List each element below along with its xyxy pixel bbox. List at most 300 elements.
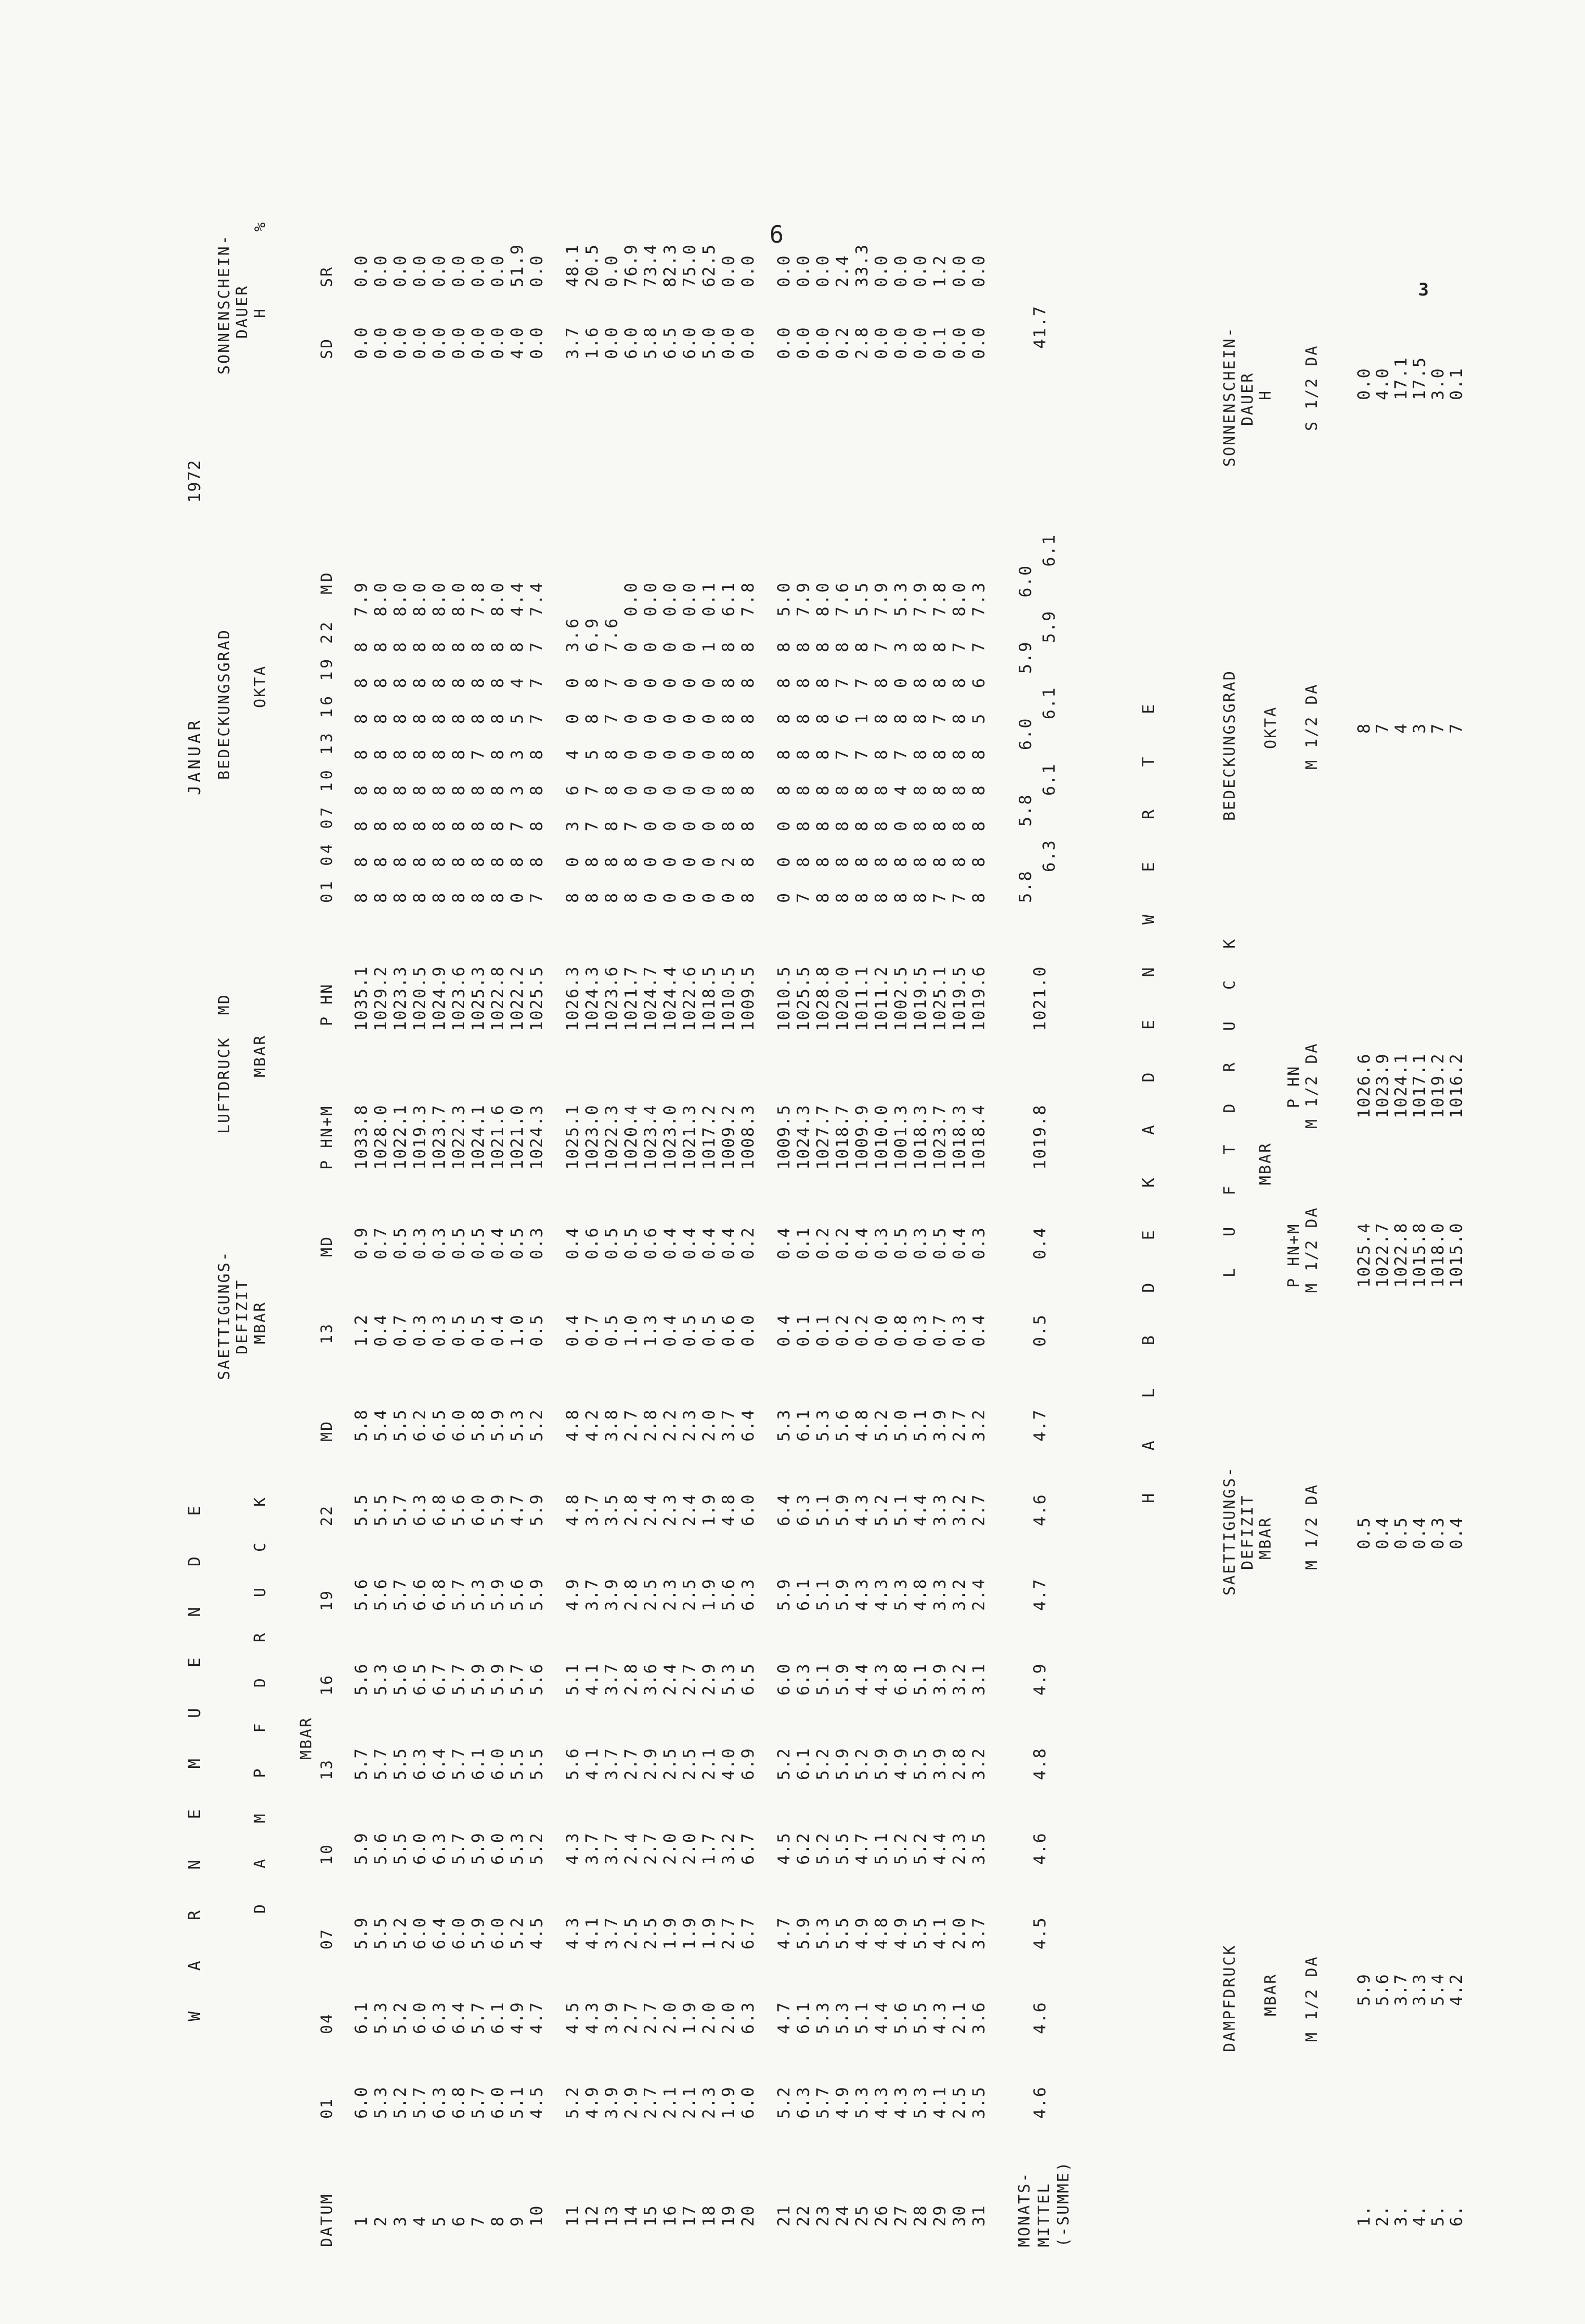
halb-row-cloud: 7 — [1373, 722, 1392, 734]
halb-row-defizit: 0.3 — [1428, 1516, 1448, 1549]
row-pressure-hnm: 1009.9 — [852, 1104, 871, 1170]
row-vapour: 2.0 — [949, 1917, 969, 1949]
row-vapour: 5.9 — [871, 1747, 891, 1780]
row-defizit-13: 1.2 — [351, 1314, 371, 1347]
row-pressure-hnm: 1023.0 — [660, 1104, 680, 1170]
row-vapour: 6.0 — [774, 1663, 794, 1696]
row-vapour: 6.3 — [410, 1747, 429, 1780]
row-sun-sd: 1.6 — [582, 326, 602, 359]
row-datum: 27 — [891, 2204, 910, 2227]
row-defizit-13: 0.3 — [949, 1314, 969, 1347]
row-cloud: 0 0 0 8 8 8 8 8 5.0 — [774, 580, 794, 903]
row-sun-sd: 0.1 — [930, 326, 949, 359]
row-vapour: 5.3 — [371, 2001, 390, 2034]
row-cloud: 0 8 7 3 3 5 4 8 4.4 — [507, 580, 527, 903]
header-sonnenschein-unit: H % — [251, 221, 269, 318]
row-defizit-13: 0.7 — [390, 1314, 410, 1347]
row-defizit-13: 0.0 — [738, 1314, 758, 1347]
row-vapour: 2.8 — [641, 1409, 660, 1442]
row-sun-sd: 0.0 — [468, 326, 488, 359]
colhead-vp-16: 16 — [318, 1673, 336, 1696]
row-vapour: 5.5 — [910, 1917, 930, 1949]
row-vapour: 4.4 — [871, 2001, 891, 2034]
row-vapour: 3.7 — [602, 1747, 621, 1780]
halb-row-pressure-hnm: 1015.0 — [1447, 1222, 1466, 1288]
halb-row-defizit: 0.5 — [1354, 1516, 1374, 1549]
halb-row-pressure-hn: 1016.2 — [1447, 1053, 1466, 1118]
row-vapour: 3.9 — [602, 1578, 621, 1611]
row-vapour: 6.1 — [794, 1578, 813, 1611]
row-vapour: 4.3 — [891, 2086, 910, 2119]
row-vapour: 6.3 — [429, 2001, 449, 2034]
row-vapour: 5.7 — [449, 1832, 468, 1865]
row-vapour: 2.5 — [949, 2086, 969, 2119]
header-sonnenschein: SONNENSCHEIN- — [215, 234, 233, 375]
row-vapour: 2.0 — [699, 1409, 719, 1442]
mittel-label-1: MONATS- — [1016, 2171, 1034, 2247]
header-saettigung: SAETTIGUNGS- — [215, 1250, 233, 1380]
row-vapour: 6.3 — [794, 1493, 813, 1526]
row-vapour: 5.5 — [833, 1832, 852, 1865]
row-defizit-13: 0.2 — [852, 1314, 871, 1347]
row-sun-sd: 4.0 — [507, 326, 527, 359]
row-datum: 24 — [833, 2204, 852, 2227]
halb-row-num: 6. — [1447, 2204, 1466, 2227]
row-sun-sd: 0.0 — [351, 326, 371, 359]
colhead-p-hnm: P HN+M — [318, 1105, 336, 1170]
halb-row-cloud: 8 — [1354, 722, 1374, 734]
row-defizit-md: 0.9 — [351, 1227, 371, 1259]
row-pressure-hnm: 1018.7 — [833, 1104, 852, 1170]
row-cloud: 8 8 0 4 7 8 0 3 5.3 — [891, 580, 910, 903]
colhead-sr: SR — [318, 265, 336, 287]
colhead-sd: SD — [318, 337, 336, 359]
row-cloud: 8 8 8 8 8 8 8 8 8.0 — [813, 580, 833, 903]
row-vapour: 5.3 — [813, 2001, 833, 2034]
row-vapour: 3.7 — [582, 1832, 602, 1865]
row-datum: 31 — [969, 2204, 988, 2227]
row-vapour: 5.7 — [449, 1663, 468, 1696]
row-sun-sd: 0.0 — [949, 326, 969, 359]
row-cloud: 8 8 8 8 8 7 7 7.6 — [602, 616, 621, 903]
row-vapour: 5.9 — [488, 1493, 507, 1526]
halb-row-pressure-hn: 1026.6 — [1354, 1053, 1374, 1118]
row-pressure-hnm: 1027.7 — [813, 1104, 833, 1170]
halb-row-vapour: 3.3 — [1410, 1973, 1429, 2006]
row-sun-sr: 0.0 — [969, 254, 988, 287]
row-pressure-hnm: 1018.3 — [910, 1104, 930, 1170]
row-defizit-md: 0.5 — [390, 1227, 410, 1259]
row-vapour: 6.1 — [488, 2001, 507, 2034]
row-vapour: 4.5 — [774, 1832, 794, 1865]
row-vapour: 5.9 — [774, 1578, 794, 1611]
row-vapour: 4.7 — [527, 2001, 546, 2034]
row-vapour: 3.7 — [582, 1493, 602, 1526]
row-defizit-13: 0.5 — [699, 1314, 719, 1347]
row-vapour: 4.0 — [719, 1747, 738, 1780]
row-vapour: 5.2 — [527, 1832, 546, 1865]
row-vapour: 2.4 — [641, 1493, 660, 1526]
row-vapour: 5.5 — [527, 1747, 546, 1780]
row-datum: 10 — [527, 2204, 546, 2227]
row-vapour: 5.9 — [833, 1578, 852, 1611]
row-pressure-hn: 1002.5 — [891, 966, 910, 1031]
row-vapour: 2.4 — [969, 1578, 988, 1611]
row-vapour: 4.7 — [774, 1917, 794, 1949]
row-cloud: 8 8 8 8 8 8 8 8 8.0 — [449, 580, 468, 903]
row-pressure-hn: 1022.8 — [488, 966, 507, 1031]
row-vapour: 3.3 — [930, 1493, 949, 1526]
row-vapour: 5.3 — [507, 1409, 527, 1442]
corner-mark: 3 — [1418, 280, 1429, 300]
row-pressure-hn: 1028.8 — [813, 966, 833, 1031]
halb-row-pressure-hn: 1017.1 — [1410, 1053, 1429, 1118]
row-sun-sr: 0.0 — [949, 254, 969, 287]
row-vapour: 2.9 — [621, 2086, 641, 2119]
row-pressure-hn: 1009.5 — [738, 966, 758, 1031]
row-vapour: 5.6 — [507, 1578, 527, 1611]
row-vapour: 5.3 — [719, 1663, 738, 1696]
row-vapour: 2.7 — [621, 2001, 641, 2034]
row-vapour: 2.5 — [680, 1747, 699, 1780]
row-vapour: 6.0 — [449, 1917, 468, 1949]
row-defizit-13: 1.0 — [621, 1314, 641, 1347]
row-pressure-hn: 1018.5 — [699, 966, 719, 1031]
halb-row-num: 4. — [1410, 2204, 1429, 2227]
row-vapour: 2.7 — [969, 1493, 988, 1526]
row-vapour: 5.9 — [351, 1917, 371, 1949]
row-pressure-hnm: 1009.5 — [774, 1104, 794, 1170]
halb-sun-sub: S 1/2 DA — [1303, 344, 1321, 431]
row-defizit-13: 0.4 — [660, 1314, 680, 1347]
row-vapour: 6.8 — [429, 1578, 449, 1611]
row-pressure-hnm: 1023.7 — [429, 1104, 449, 1170]
row-datum: 12 — [582, 2204, 602, 2227]
halb-row-sun: 0.1 — [1447, 367, 1466, 400]
row-vapour: 2.3 — [680, 1409, 699, 1442]
row-vapour: 4.3 — [852, 1493, 871, 1526]
row-vapour: 5.5 — [507, 1747, 527, 1780]
row-vapour: 5.6 — [351, 1663, 371, 1696]
halb-row-pressure-hnm: 1022.8 — [1391, 1222, 1411, 1288]
row-pressure-hnm: 1021.0 — [507, 1104, 527, 1170]
row-vapour: 5.5 — [390, 1747, 410, 1780]
row-vapour: 3.7 — [602, 1832, 621, 1865]
halb-sun-1: SONNENSCHEIN- — [1221, 326, 1239, 467]
row-vapour: 5.2 — [507, 1917, 527, 1949]
row-vapour: 5.5 — [371, 1493, 390, 1526]
row-vapour: 2.0 — [699, 2001, 719, 2034]
row-vapour: 2.1 — [699, 1747, 719, 1780]
mittel-pressure-hn: 1021.0 — [1030, 966, 1049, 1031]
row-vapour: 5.6 — [563, 1747, 582, 1780]
row-vapour: 5.6 — [371, 1578, 390, 1611]
row-pressure-hnm: 1022.3 — [449, 1104, 468, 1170]
row-sun-sd: 5.8 — [641, 326, 660, 359]
row-defizit-13: 0.6 — [719, 1314, 738, 1347]
row-defizit-13: 0.5 — [680, 1314, 699, 1347]
row-vapour: 6.7 — [738, 1832, 758, 1865]
row-pressure-hn: 1023.3 — [390, 966, 410, 1031]
row-vapour: 4.1 — [930, 2086, 949, 2119]
row-vapour: 3.1 — [969, 1663, 988, 1696]
row-cloud: 8 8 8 8 8 8 8 8 7.9 — [910, 580, 930, 903]
row-vapour: 6.6 — [410, 1578, 429, 1611]
row-vapour: 5.7 — [390, 1578, 410, 1611]
row-vapour: 3.7 — [602, 1663, 621, 1696]
row-vapour: 5.3 — [371, 2086, 390, 2119]
row-vapour: 5.2 — [774, 1747, 794, 1780]
row-vapour: 2.1 — [660, 2086, 680, 2119]
row-vapour: 4.7 — [774, 2001, 794, 2034]
row-sun-sd: 0.2 — [833, 326, 852, 359]
colhead-vp-04: 04 — [318, 2012, 336, 2034]
row-vapour: 2.8 — [949, 1747, 969, 1780]
row-vapour: 6.7 — [429, 1663, 449, 1696]
row-sun-sr: 0.0 — [527, 254, 546, 287]
header-bedeckung-unit: OKTA — [251, 664, 269, 708]
row-sun-sr: 0.0 — [351, 254, 371, 287]
row-vapour: 5.9 — [527, 1578, 546, 1611]
row-sun-sr: 0.0 — [371, 254, 390, 287]
row-sun-sr: 0.0 — [813, 254, 833, 287]
row-pressure-hnm: 1021.6 — [488, 1104, 507, 1170]
row-cloud: 8 8 8 8 8 8 8 8 8.0 — [390, 580, 410, 903]
row-datum: 15 — [641, 2204, 660, 2227]
row-vapour: 2.9 — [699, 1663, 719, 1696]
row-vapour: 5.7 — [813, 2086, 833, 2119]
row-defizit-13: 0.5 — [449, 1314, 468, 1347]
row-vapour: 5.7 — [390, 1493, 410, 1526]
header-bedeckung: BEDECKUNGSGRAD — [215, 628, 233, 780]
row-vapour: 3.2 — [719, 1832, 738, 1865]
row-vapour: 5.1 — [871, 1832, 891, 1865]
row-pressure-hnm: 1017.2 — [699, 1104, 719, 1170]
row-vapour: 5.9 — [468, 1832, 488, 1865]
halb-row-pressure-hnm: 1015.8 — [1410, 1222, 1429, 1288]
mittel-pressure-hnm: 1019.8 — [1030, 1104, 1049, 1170]
row-vapour: 4.9 — [563, 1578, 582, 1611]
row-cloud: 8 8 8 8 8 5 6 7 7.3 — [969, 580, 988, 903]
row-defizit-md: 0.2 — [813, 1227, 833, 1259]
halb-row-defizit: 0.4 — [1447, 1516, 1466, 1549]
row-datum: 29 — [930, 2204, 949, 2227]
row-cloud: 8 8 8 8 8 8 8 8 8.0 — [410, 580, 429, 903]
row-vapour: 4.8 — [871, 1917, 891, 1949]
row-sun-sr: 82.3 — [660, 243, 680, 287]
row-defizit-md: 0.5 — [468, 1227, 488, 1259]
row-cloud: 7 8 8 8 8 7 8 8 7.8 — [930, 580, 949, 903]
halb-row-cloud: 7 — [1428, 722, 1448, 734]
row-vapour: 2.3 — [660, 1578, 680, 1611]
row-defizit-13: 0.8 — [891, 1314, 910, 1347]
row-cloud: 8 8 7 7 5 8 8 6.9 — [582, 616, 602, 903]
mittel-vapour: 4.5 — [1030, 1917, 1049, 1949]
row-defizit-md: 0.3 — [410, 1227, 429, 1259]
row-vapour: 5.2 — [563, 2086, 582, 2119]
colhead-p-hn: P HN — [318, 982, 336, 1026]
row-vapour: 5.1 — [910, 1663, 930, 1696]
row-vapour: 5.3 — [371, 1663, 390, 1696]
mittel-defizit-md: 0.4 — [1030, 1227, 1049, 1259]
row-vapour: 4.4 — [910, 1493, 930, 1526]
row-defizit-md: 0.6 — [582, 1227, 602, 1259]
row-sun-sd: 0.0 — [794, 326, 813, 359]
row-defizit-md: 0.5 — [602, 1227, 621, 1259]
row-vapour: 5.9 — [833, 1747, 852, 1780]
row-vapour: 5.2 — [527, 1409, 546, 1442]
row-vapour: 2.7 — [641, 2086, 660, 2119]
row-vapour: 6.3 — [410, 1493, 429, 1526]
row-datum: 16 — [660, 2204, 680, 2227]
row-datum: 28 — [910, 2204, 930, 2227]
row-vapour: 3.9 — [602, 2086, 621, 2119]
row-pressure-hnm: 1010.0 — [871, 1104, 891, 1170]
row-pressure-hn: 1024.9 — [429, 966, 449, 1031]
row-vapour: 3.2 — [969, 1747, 988, 1780]
row-vapour: 4.8 — [852, 1409, 871, 1442]
mittel-vapour: 4.7 — [1030, 1578, 1049, 1611]
row-defizit-13: 0.1 — [794, 1314, 813, 1347]
row-vapour: 5.9 — [351, 1832, 371, 1865]
mittel-vapour: 4.6 — [1030, 1832, 1049, 1865]
row-vapour: 5.7 — [371, 1747, 390, 1780]
halb-row-num: 1. — [1354, 2204, 1374, 2227]
row-vapour: 2.5 — [680, 1578, 699, 1611]
row-pressure-hnm: 1033.8 — [351, 1104, 371, 1170]
row-sun-sd: 6.0 — [680, 326, 699, 359]
row-sun-sd: 0.0 — [969, 326, 988, 359]
row-vapour: 6.1 — [468, 1747, 488, 1780]
row-vapour: 5.7 — [468, 2086, 488, 2119]
row-datum: 17 — [680, 2204, 699, 2227]
row-vapour: 2.7 — [641, 1832, 660, 1865]
halb-row-vapour: 4.2 — [1447, 1973, 1466, 2006]
row-datum: 21 — [774, 2204, 794, 2227]
row-vapour: 6.2 — [410, 1409, 429, 1442]
row-vapour: 2.5 — [641, 1578, 660, 1611]
row-cloud: 8 0 3 6 4 0 0 3.6 — [563, 616, 582, 903]
row-vapour: 6.0 — [468, 1493, 488, 1526]
row-cloud: 8 8 8 8 7 6 7 8 7.6 — [833, 580, 852, 903]
row-vapour: 6.0 — [738, 1493, 758, 1526]
row-defizit-13: 0.2 — [833, 1314, 852, 1347]
row-vapour: 5.1 — [852, 2001, 871, 2034]
row-pressure-hn: 1010.5 — [719, 966, 738, 1031]
row-vapour: 4.2 — [582, 1409, 602, 1442]
row-vapour: 6.1 — [794, 2001, 813, 2034]
row-sun-sr: 0.0 — [488, 254, 507, 287]
row-pressure-hn: 1011.2 — [871, 966, 891, 1031]
row-sun-sr: 75.0 — [680, 243, 699, 287]
row-sun-sr: 0.0 — [871, 254, 891, 287]
halb-row-sun: 0.0 — [1354, 367, 1374, 400]
row-vapour: 5.3 — [852, 2086, 871, 2119]
row-sun-sr: 0.0 — [738, 254, 758, 287]
row-vapour: 4.8 — [563, 1493, 582, 1526]
row-vapour: 4.3 — [871, 1663, 891, 1696]
halb-row-defizit: 0.4 — [1373, 1516, 1392, 1549]
row-defizit-md: 0.4 — [719, 1227, 738, 1259]
row-vapour: 3.3 — [930, 1578, 949, 1611]
row-datum: 13 — [602, 2204, 621, 2227]
halb-row-sun: 3.0 — [1428, 367, 1448, 400]
row-vapour: 5.0 — [891, 1409, 910, 1442]
row-vapour: 2.8 — [621, 1578, 641, 1611]
halb-row-pressure-hn: 1019.2 — [1428, 1053, 1448, 1118]
row-defizit-md: 0.4 — [699, 1227, 719, 1259]
row-vapour: 2.5 — [621, 1917, 641, 1949]
row-vapour: 4.4 — [852, 1663, 871, 1696]
halb-dampf-sub: M 1/2 DA — [1303, 1955, 1321, 2042]
colhead-vp-22: 22 — [318, 1504, 336, 1526]
halb-title: H A L B D E K A D E N W E R T E — [1139, 687, 1158, 1503]
row-pressure-hn: 1026.3 — [563, 966, 582, 1031]
row-pressure-hnm: 1021.3 — [680, 1104, 699, 1170]
row-vapour: 5.2 — [390, 2001, 410, 2034]
row-pressure-hnm: 1023.0 — [582, 1104, 602, 1170]
row-vapour: 5.7 — [449, 1747, 468, 1780]
row-vapour: 4.1 — [582, 1917, 602, 1949]
row-vapour: 1.9 — [719, 2086, 738, 2119]
row-vapour: 5.7 — [410, 2086, 429, 2119]
halb-row-pressure-hn: 1023.9 — [1373, 1053, 1392, 1118]
halb-row-cloud: 7 — [1447, 722, 1466, 734]
row-datum: 23 — [813, 2204, 833, 2227]
row-vapour: 5.5 — [351, 1493, 371, 1526]
row-sun-sr: 2.4 — [833, 254, 852, 287]
row-vapour: 3.2 — [949, 1578, 969, 1611]
row-datum: 19 — [719, 2204, 738, 2227]
row-defizit-md: 0.3 — [429, 1227, 449, 1259]
row-vapour: 3.2 — [949, 1663, 969, 1696]
row-cloud: 8 8 8 8 8 8 8 8 8.0 — [429, 580, 449, 903]
row-vapour: 6.3 — [794, 1663, 813, 1696]
row-vapour: 6.0 — [488, 1917, 507, 1949]
row-vapour: 3.8 — [602, 1409, 621, 1442]
row-sun-sr: 76.9 — [621, 243, 641, 287]
row-vapour: 2.0 — [660, 2001, 680, 2034]
row-cloud: 0 0 0 0 0 0 0 0 0.0 — [641, 580, 660, 903]
mittel-cloud-bottom: 6.3 6.1 6.1 5.9 6.1 — [1039, 534, 1059, 872]
row-vapour: 5.1 — [813, 1663, 833, 1696]
row-cloud: 0 0 0 0 0 0 0 0 0.0 — [660, 580, 680, 903]
row-vapour: 4.8 — [719, 1493, 738, 1526]
row-cloud: 8 8 8 8 8 8 8 8 7.8 — [738, 580, 758, 903]
year: 1972 — [185, 459, 204, 503]
row-vapour: 3.9 — [602, 2001, 621, 2034]
row-vapour: 4.1 — [582, 1663, 602, 1696]
row-vapour: 5.7 — [507, 1663, 527, 1696]
row-datum: 25 — [852, 2204, 871, 2227]
row-pressure-hnm: 1009.2 — [719, 1104, 738, 1170]
row-defizit-13: 0.3 — [910, 1314, 930, 1347]
row-cloud: 7 8 8 8 8 7 7 7 7.4 — [527, 580, 546, 903]
row-pressure-hnm: 1024.3 — [794, 1104, 813, 1170]
row-sun-sr: 1.2 — [930, 254, 949, 287]
row-vapour: 5.7 — [449, 1578, 468, 1611]
row-datum: 5 — [429, 2215, 449, 2227]
row-vapour: 5.2 — [390, 2086, 410, 2119]
row-pressure-hn: 1024.3 — [582, 966, 602, 1031]
halb-row-pressure-hnm: 1025.4 — [1354, 1222, 1374, 1288]
row-defizit-md: 0.3 — [969, 1227, 988, 1259]
row-vapour: 2.7 — [621, 1747, 641, 1780]
row-vapour: 2.1 — [680, 2086, 699, 2119]
row-vapour: 6.0 — [488, 1747, 507, 1780]
row-vapour: 2.4 — [660, 1663, 680, 1696]
row-pressure-hn: 1019.5 — [910, 966, 930, 1031]
